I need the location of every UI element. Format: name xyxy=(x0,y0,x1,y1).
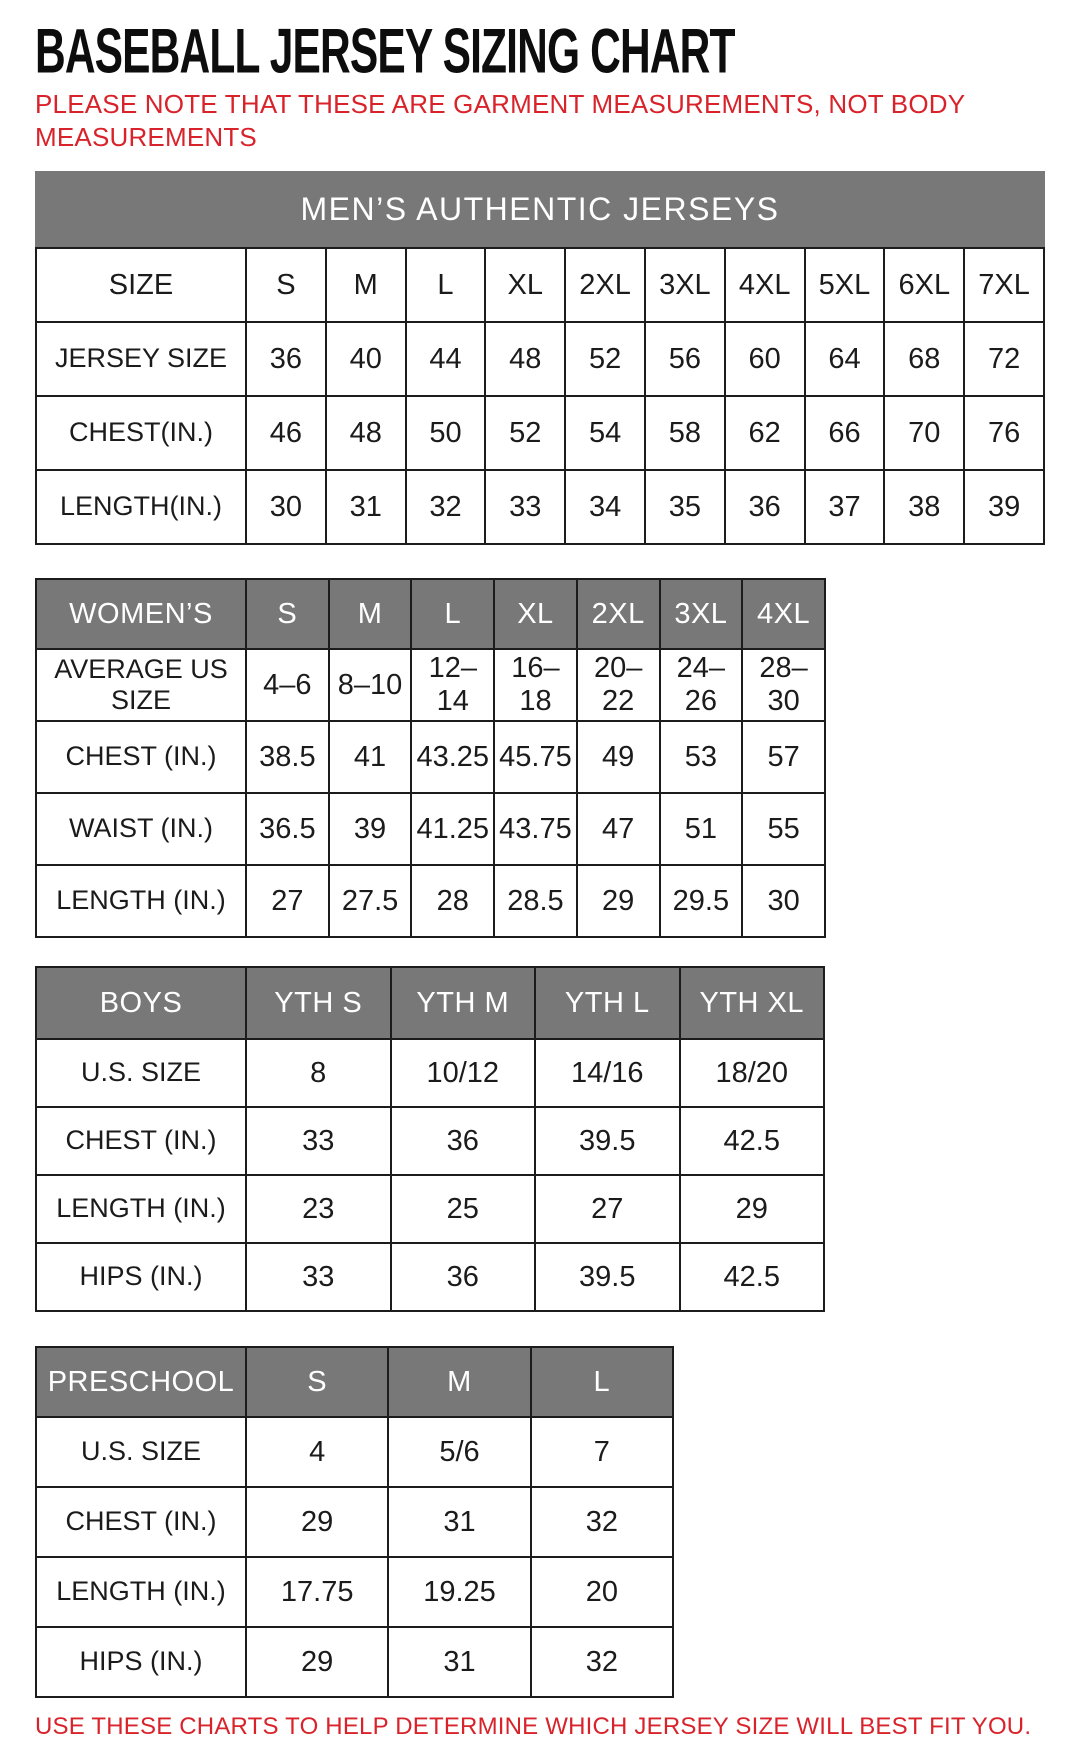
value-cell: 28.5 xyxy=(494,865,577,937)
value-cell: 28 xyxy=(411,865,494,937)
header-cell: 3XL xyxy=(660,579,743,649)
value-cell: 24–26 xyxy=(660,649,743,721)
value-cell: 10/12 xyxy=(391,1039,536,1107)
womens-header-row xyxy=(36,579,825,649)
preschool-section xyxy=(35,1346,1047,1698)
value-cell: 20–22 xyxy=(577,649,660,721)
value-cell: 41 xyxy=(329,721,412,793)
header-cell: BOYS xyxy=(36,967,246,1039)
row-label: CHEST (IN.) xyxy=(36,1487,246,1557)
womens-row xyxy=(36,721,825,793)
value-cell: 33 xyxy=(246,1107,391,1175)
value-cell: 33 xyxy=(485,470,565,544)
row-label: U.S. SIZE xyxy=(36,1039,246,1107)
row-label: CHEST (IN.) xyxy=(36,1107,246,1175)
value-cell: 48 xyxy=(485,322,565,396)
value-cell: 53 xyxy=(660,721,743,793)
row-label: JERSEY SIZE xyxy=(36,322,246,396)
value-cell: 4–6 xyxy=(246,649,329,721)
value-cell: 27 xyxy=(535,1175,680,1243)
row-label: CHEST(IN.) xyxy=(36,396,246,470)
value-cell: 30 xyxy=(742,865,825,937)
value-cell: 64 xyxy=(805,322,885,396)
value-cell: 18/20 xyxy=(680,1039,825,1107)
header-cell: S xyxy=(246,579,329,649)
value-cell: 29 xyxy=(246,1627,388,1697)
womens-row xyxy=(36,865,825,937)
value-cell: 27.5 xyxy=(329,865,412,937)
boys-row xyxy=(36,1107,824,1175)
header-cell: M xyxy=(329,579,412,649)
value-cell: 29 xyxy=(577,865,660,937)
value-cell: 28–30 xyxy=(742,649,825,721)
page-title-text: BASEBALL JERSEY SIZING CHART xyxy=(35,15,735,87)
value-cell: 31 xyxy=(388,1627,530,1697)
value-cell: 20 xyxy=(531,1557,673,1627)
fit-help-note: USE THESE CHARTS TO HELP DETERMINE WHICH JERSEY SIZE WILL BEST FIT YOU. xyxy=(35,1713,1032,1740)
value-cell: 5/6 xyxy=(388,1417,530,1487)
boys-table xyxy=(35,966,825,1312)
value-cell: 36.5 xyxy=(246,793,329,865)
value-cell: 16–18 xyxy=(494,649,577,721)
boys-row xyxy=(36,1175,824,1243)
boys-header-row xyxy=(36,967,824,1039)
value-cell: 47 xyxy=(577,793,660,865)
value-cell: 35 xyxy=(645,470,725,544)
value-cell: 51 xyxy=(660,793,743,865)
value-cell: 54 xyxy=(565,396,645,470)
mens-row xyxy=(36,322,1044,396)
header-cell: 4XL xyxy=(725,248,805,322)
row-label: AVERAGE US SIZE xyxy=(36,649,246,721)
row-label: CHEST (IN.) xyxy=(36,721,246,793)
value-cell: 25 xyxy=(391,1175,536,1243)
row-label: WAIST (IN.) xyxy=(36,793,246,865)
mens-row xyxy=(36,396,1044,470)
value-cell: 30 xyxy=(246,470,326,544)
header-cell: SIZE xyxy=(36,248,246,322)
value-cell: 23 xyxy=(246,1175,391,1243)
value-cell: 70 xyxy=(884,396,964,470)
value-cell: 19.25 xyxy=(388,1557,530,1627)
tables-root xyxy=(35,171,1047,1698)
value-cell: 48 xyxy=(326,396,406,470)
mens-section xyxy=(35,171,1047,545)
womens-section xyxy=(35,578,1047,938)
value-cell: 52 xyxy=(565,322,645,396)
row-label: HIPS (IN.) xyxy=(36,1243,246,1311)
value-cell: 56 xyxy=(645,322,725,396)
value-cell: 38.5 xyxy=(246,721,329,793)
value-cell: 36 xyxy=(246,322,326,396)
preschool-row xyxy=(36,1627,673,1697)
header-cell: PRESCHOOL xyxy=(36,1347,246,1417)
header-cell: 2XL xyxy=(565,248,645,322)
value-cell: 7 xyxy=(531,1417,673,1487)
value-cell: 31 xyxy=(326,470,406,544)
value-cell: 29 xyxy=(680,1175,825,1243)
mens-header-row xyxy=(36,248,1044,322)
value-cell: 40 xyxy=(326,322,406,396)
value-cell: 37 xyxy=(805,470,885,544)
value-cell: 46 xyxy=(246,396,326,470)
header-cell: 5XL xyxy=(805,248,885,322)
boys-section xyxy=(35,966,1047,1312)
boys-row xyxy=(36,1243,824,1311)
value-cell: 55 xyxy=(742,793,825,865)
value-cell: 27 xyxy=(246,865,329,937)
value-cell: 66 xyxy=(805,396,885,470)
header-cell: L xyxy=(531,1347,673,1417)
value-cell: 32 xyxy=(531,1487,673,1557)
header-cell: 2XL xyxy=(577,579,660,649)
value-cell: 12–14 xyxy=(411,649,494,721)
womens-table xyxy=(35,578,826,938)
value-cell: 14/16 xyxy=(535,1039,680,1107)
value-cell: 76 xyxy=(964,396,1044,470)
value-cell: 44 xyxy=(406,322,486,396)
preschool-row xyxy=(36,1417,673,1487)
header-cell: YTH XL xyxy=(680,967,825,1039)
value-cell: 17.75 xyxy=(246,1557,388,1627)
value-cell: 39.5 xyxy=(535,1243,680,1311)
header-cell: S xyxy=(246,248,326,322)
header-cell: 6XL xyxy=(884,248,964,322)
value-cell: 43.75 xyxy=(494,793,577,865)
value-cell: 49 xyxy=(577,721,660,793)
mens-row xyxy=(36,470,1044,544)
header-cell: YTH L xyxy=(535,967,680,1039)
header-cell: YTH M xyxy=(391,967,536,1039)
value-cell: 32 xyxy=(531,1627,673,1697)
page-title xyxy=(35,15,1047,87)
mens-banner: MEN’S AUTHENTIC JERSEYS xyxy=(35,171,1045,247)
value-cell: 32 xyxy=(406,470,486,544)
value-cell: 50 xyxy=(406,396,486,470)
value-cell: 36 xyxy=(391,1107,536,1175)
value-cell: 29 xyxy=(246,1487,388,1557)
row-label: LENGTH (IN.) xyxy=(36,865,246,937)
value-cell: 62 xyxy=(725,396,805,470)
garment-measurements-note: PLEASE NOTE THAT THESE ARE GARMENT MEASUREMENTS, NOT BODY MEASUREMENTS xyxy=(35,89,965,152)
row-label: LENGTH (IN.) xyxy=(36,1175,246,1243)
value-cell: 45.75 xyxy=(494,721,577,793)
header-cell: WOMEN’S xyxy=(36,579,246,649)
row-label: LENGTH (IN.) xyxy=(36,1557,246,1627)
boys-row xyxy=(36,1039,824,1107)
value-cell: 60 xyxy=(725,322,805,396)
header-cell: XL xyxy=(485,248,565,322)
row-label: HIPS (IN.) xyxy=(36,1627,246,1697)
header-cell: 4XL xyxy=(742,579,825,649)
value-cell: 52 xyxy=(485,396,565,470)
value-cell: 42.5 xyxy=(680,1107,825,1175)
header-cell: M xyxy=(326,248,406,322)
row-label: U.S. SIZE xyxy=(36,1417,246,1487)
value-cell: 4 xyxy=(246,1417,388,1487)
value-cell: 29.5 xyxy=(660,865,743,937)
header-cell: YTH S xyxy=(246,967,391,1039)
value-cell: 36 xyxy=(391,1243,536,1311)
preschool-row xyxy=(36,1557,673,1627)
value-cell: 41.25 xyxy=(411,793,494,865)
value-cell: 34 xyxy=(565,470,645,544)
value-cell: 42.5 xyxy=(680,1243,825,1311)
value-cell: 72 xyxy=(964,322,1044,396)
value-cell: 8 xyxy=(246,1039,391,1107)
header-cell: XL xyxy=(494,579,577,649)
value-cell: 57 xyxy=(742,721,825,793)
header-cell: 3XL xyxy=(645,248,725,322)
value-cell: 58 xyxy=(645,396,725,470)
header-cell: L xyxy=(411,579,494,649)
value-cell: 38 xyxy=(884,470,964,544)
value-cell: 8–10 xyxy=(329,649,412,721)
womens-row xyxy=(36,793,825,865)
value-cell: 43.25 xyxy=(411,721,494,793)
preschool-row xyxy=(36,1487,673,1557)
preschool-table xyxy=(35,1346,674,1698)
value-cell: 39.5 xyxy=(535,1107,680,1175)
header-cell: 7XL xyxy=(964,248,1044,322)
header-cell: S xyxy=(246,1347,388,1417)
header-cell: L xyxy=(406,248,486,322)
value-cell: 36 xyxy=(725,470,805,544)
womens-row xyxy=(36,649,825,721)
value-cell: 31 xyxy=(388,1487,530,1557)
row-label: LENGTH(IN.) xyxy=(36,470,246,544)
mens-table xyxy=(35,247,1045,545)
value-cell: 39 xyxy=(964,470,1044,544)
preschool-header-row xyxy=(36,1347,673,1417)
value-cell: 33 xyxy=(246,1243,391,1311)
value-cell: 39 xyxy=(329,793,412,865)
header-cell: M xyxy=(388,1347,530,1417)
value-cell: 68 xyxy=(884,322,964,396)
